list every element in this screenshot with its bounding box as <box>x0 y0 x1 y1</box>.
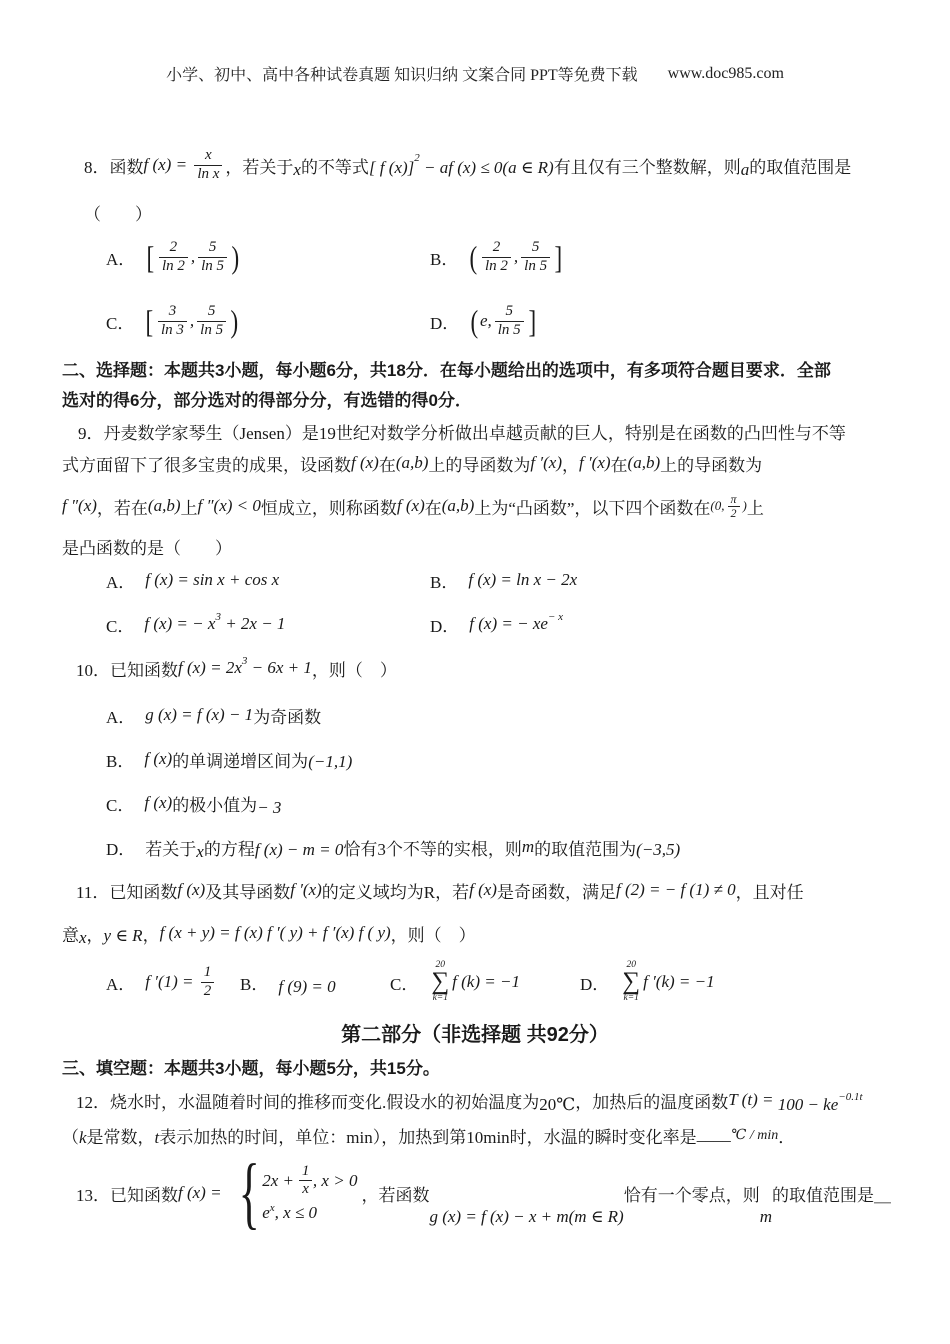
option-label-a: A． <box>106 974 136 994</box>
fraction-denominator: ln 3 <box>158 321 187 339</box>
exponent-x: x <box>269 1202 275 1215</box>
q10-optd-equation: f (x) − m = 0 <box>254 840 344 859</box>
left-bracket: [ <box>146 239 155 275</box>
q8-optd-e: e, <box>479 311 492 330</box>
q10-optc-value: − 3 <box>257 798 282 817</box>
fraction-2-ln2 <box>159 239 188 275</box>
q9-interval-open: (0, <box>710 498 725 513</box>
q11-l1-seg9: f (2) = − f (1) ≠ 0 <box>615 880 736 899</box>
sum-upper-limit: 20 <box>626 959 636 970</box>
q13-piecewise-function <box>230 1149 358 1237</box>
option-label-a: A． <box>106 707 136 727</box>
q13-stem <box>76 1149 891 1237</box>
q11-option-a <box>106 952 217 1012</box>
left-bracket: [ <box>145 303 154 339</box>
q8-text-5: 的取值范围是 <box>749 157 852 177</box>
q10-optd-m: m <box>521 837 535 856</box>
left-paren: ( <box>470 303 479 339</box>
summation-symbol <box>431 961 449 1004</box>
q8-text-1: 函数 <box>109 157 144 177</box>
fraction-numerator: π <box>730 491 737 506</box>
piecewise-case-2 <box>262 1203 357 1223</box>
option-label-d: D． <box>430 616 460 636</box>
option-label-b: B． <box>430 572 459 592</box>
case2-condition: , x ≤ 0 <box>274 1203 318 1223</box>
q10-optc-text: 的极小值为 <box>172 795 258 815</box>
q11-opta-formula: f ′(1) = <box>145 972 198 991</box>
q11-l1-seg4: 的定义域均为 <box>321 882 424 902</box>
section2-title-text: 二、选择题：本题共3小题，每小题6分，共18分．在每小题给出的选项中，有多项符合题目要求．全部 <box>62 361 831 380</box>
sigma-icon: ∑ <box>431 968 450 996</box>
right-paren: ) <box>230 303 239 339</box>
q11-l1-seg6: ，若 <box>435 882 470 902</box>
q11-stem-line2 <box>62 916 476 950</box>
q11-l2-functional-eq: f (x + y) = f (x) f ′( y) + f ′(x) f ( y) <box>159 923 391 942</box>
q9-optd-formula: f (x) = − xe <box>469 614 548 633</box>
q9-l3-seg2: (a,b) <box>147 496 181 515</box>
fraction-denominator: 2 <box>201 982 215 1000</box>
fraction-1-2 <box>201 964 215 1000</box>
q9-l2-seg0: 式方面留下了很多宝贵的成果，设函数 <box>62 455 351 475</box>
q9-stem-line4 <box>62 534 232 559</box>
q8-option-a <box>106 226 241 288</box>
q9-stem-line1 <box>78 419 846 444</box>
q12-l2-seg2: 是常数， <box>86 1127 155 1147</box>
part2-title <box>0 1018 950 1047</box>
q11-option-b <box>240 952 336 1012</box>
option-label-c: C． <box>390 974 419 994</box>
fraction-denominator: ln 5 <box>521 257 550 275</box>
q11-l1-seg10: ，且对任 <box>735 882 804 902</box>
q8-inequality: [ f (x)] <box>368 158 415 177</box>
q12-stem-line2 <box>62 1120 795 1150</box>
q8-text-2: ，若关于 <box>225 157 294 177</box>
q11-l2-seg0: 意 <box>62 925 79 945</box>
q12-period: ． <box>778 1127 796 1147</box>
header-url: www.doc985.com <box>667 64 784 82</box>
q10-stem <box>76 650 397 686</box>
sum-lower-limit: k=1 <box>623 992 639 1003</box>
q10-optd-text-1: 若关于 <box>145 839 197 859</box>
q11-l2-seg3: y ∈ R <box>103 926 143 945</box>
right-bracket: ] <box>528 303 536 339</box>
q8-paren: （ ） <box>84 205 152 224</box>
fraction-numerator: 5 <box>207 303 216 320</box>
q11-number: 11． <box>76 882 110 902</box>
q12-l2-k: k <box>79 1128 87 1147</box>
option-label-a: A． <box>106 572 136 592</box>
q11-option-d <box>580 952 715 1012</box>
q11-stem-line1 <box>76 873 804 907</box>
q11-l1-seg1: f (x) <box>177 880 206 899</box>
q10-text-2: ，则（ ） <box>311 660 397 680</box>
q13-text-1: 已知函数 <box>110 1185 178 1205</box>
q9-l3-seg9: 上为“凸函数”，以下四个函数在 <box>474 498 711 518</box>
q9-option-d <box>430 608 563 640</box>
option-label-c: C． <box>106 313 135 333</box>
q10-optb-fx: f (x) <box>144 749 173 768</box>
q10-number: 10． <box>76 660 110 680</box>
q8-option-c <box>106 290 240 352</box>
q9-l3-seg0: f ″(x) <box>62 496 97 515</box>
separator-comma: , <box>190 247 196 266</box>
option-label-c: C． <box>106 795 135 815</box>
q9-l2-seg8: 在 <box>610 455 628 475</box>
q9-l3-seg4: f ″(x) < 0 <box>197 496 261 515</box>
fraction-denominator: 2 <box>728 506 740 520</box>
option-label-b: B． <box>106 751 135 771</box>
q10-optc-fx: f (x) <box>144 793 173 812</box>
q9-optb-formula: f (x) = ln x − 2x <box>468 570 578 589</box>
q9-l3-seg3: 上 <box>180 498 198 518</box>
q9-l3-seg5: 恒成立，则称函数 <box>260 498 397 518</box>
fraction-denominator: ln 2 <box>482 257 511 275</box>
fraction-numerator: 5 <box>505 303 513 320</box>
fraction-numerator: 2 <box>492 239 501 256</box>
case1-condition: , x > 0 <box>312 1170 358 1190</box>
fraction-denominator: x <box>299 1180 312 1198</box>
sum-upper-limit: 20 <box>435 959 445 970</box>
page-header <box>0 62 950 85</box>
fraction-denominator: ln 5 <box>198 257 227 275</box>
header-promo-text: 小学、初中、高中各种试卷真题 知识归纳 文案合同 PPT等免费下载 <box>166 67 638 84</box>
q12-Tt: T (t) = <box>728 1090 778 1109</box>
fraction-numerator: 5 <box>208 239 217 256</box>
q8-option-b <box>430 226 564 288</box>
q10-optd-text-3: 恰有3个不等的实根，则 <box>343 839 522 859</box>
exponent-negx: − x <box>547 611 563 623</box>
exponent-minus01t: −0.1t <box>838 1091 863 1103</box>
q9-fraction-pi-2 <box>728 493 740 519</box>
q9-l2-seg3: (a,b) <box>395 453 429 472</box>
q12-l2-seg0: （ <box>62 1127 79 1147</box>
piecewise-rows <box>262 1163 357 1224</box>
exponent-3: 3 <box>241 655 248 667</box>
q13-fx: f (x) = <box>178 1183 226 1202</box>
q11-l2-seg1: x <box>79 928 87 947</box>
q8-math-a: a <box>740 160 750 179</box>
q10-opta-text: 为奇函数 <box>253 707 322 727</box>
q10-optd-interval: (−3,5) <box>636 840 681 859</box>
right-paren: ) <box>231 239 240 275</box>
q9-l2-seg2: 在 <box>378 455 396 475</box>
option-label-c: C． <box>106 616 135 636</box>
section3-title-text: 三、填空题：本题共3小题，每小题5分，共15分。 <box>62 1059 440 1078</box>
option-label-b: B． <box>430 249 459 269</box>
q10-option-c <box>106 787 281 819</box>
q8-stem <box>84 138 851 192</box>
q10-option-a <box>106 699 321 731</box>
fraction-2-ln2 <box>482 239 511 275</box>
separator-comma: , <box>513 247 519 266</box>
q11-l2-seg2: ， <box>86 925 104 945</box>
part2-title-text: 第二部分（非选择题 共92分） <box>341 1024 609 1046</box>
q9-l2-seg7: f ′(x) <box>578 453 611 472</box>
fraction-denominator: ln 2 <box>159 257 188 275</box>
fraction-numerator: 3 <box>168 303 177 320</box>
q12-temp-function: 100 − ke <box>777 1095 839 1114</box>
q8-fraction-x-lnx <box>194 147 222 183</box>
q8-text-3: 的不等式 <box>300 157 369 177</box>
q10-optd-text-2: 的方程 <box>203 839 255 859</box>
q12-blank-line: ____ <box>696 1125 731 1144</box>
q10-optb-text: 的单调递增区间为 <box>172 751 309 771</box>
option-label-a: A． <box>106 249 136 269</box>
q9-l4-text: 是凸函数的是（ ） <box>62 539 232 558</box>
q10-optb-interval: (−1,1) <box>308 752 353 771</box>
q9-l2-seg1: f (x) <box>351 453 379 472</box>
fraction-numerator: 5 <box>531 239 540 256</box>
q9-l2-seg6: ， <box>561 455 579 475</box>
q10-option-d <box>106 830 680 864</box>
q9-l2-seg5: f ′(x) <box>530 453 562 472</box>
q9-optc-formula: f (x) = − x <box>144 614 216 633</box>
fraction-5-ln5 <box>495 303 524 339</box>
q12-temp-20c: 20℃ <box>539 1095 576 1114</box>
option-label-d: D． <box>106 839 136 859</box>
piecewise-case-1 <box>262 1163 357 1199</box>
q11-option-c <box>390 952 520 1012</box>
q13-blank: ＿ <box>874 1185 891 1205</box>
fraction-denominator: ln 5 <box>495 321 524 339</box>
sum-lower-limit: k=1 <box>432 992 448 1003</box>
q11-l1-seg2: 及其导函数 <box>205 882 291 902</box>
q12-text-1: 烧水时，水温随着时间的推移而变化.假设水的初始温度为 <box>110 1092 540 1112</box>
q9-text-line1: 丹麦数学家琴生（Jensen）是19世纪对数学分析做出卓越贡献的巨人，特别是在函数的凸凹性与不等 <box>103 424 846 443</box>
q8-number: 8． <box>84 157 110 177</box>
left-paren: ( <box>469 239 478 275</box>
q13-m: m <box>759 1207 772 1226</box>
q8-text-4: 有且仅有三个整数解，则 <box>553 157 741 177</box>
separator-comma: , <box>189 311 195 330</box>
q9-l3-end: 上 <box>746 498 764 518</box>
right-bracket: ] <box>554 239 563 275</box>
option-label-b: B． <box>240 974 269 994</box>
fraction-numerator: x <box>205 147 212 164</box>
q10-formula: f (x) = 2x <box>178 658 242 677</box>
q9-opta-formula: f (x) = sin x + cos x <box>145 570 280 589</box>
q10-optd-x: x <box>196 842 204 861</box>
q11-l1-seg0: 已知函数 <box>109 882 178 902</box>
fraction-1-x <box>299 1163 312 1199</box>
q12-unit: ℃ / min <box>730 1127 779 1143</box>
fraction-5-ln5 <box>521 239 550 275</box>
fraction-numerator: 2 <box>169 239 178 256</box>
q11-optb-formula: f (9) = 0 <box>278 977 336 996</box>
section2-header-line2 <box>62 386 472 411</box>
q9-option-a <box>106 564 279 596</box>
q11-l1-seg7: f (x) <box>469 880 497 899</box>
q10-opta-formula: g (x) = f (x) − 1 <box>145 705 254 724</box>
q9-number: 9． <box>78 424 104 443</box>
q9-l2-seg9: (a,b) <box>627 453 661 472</box>
q8-math-x: x <box>293 160 301 179</box>
q11-l1-seg3: f ′(x) <box>290 880 322 899</box>
q10-optd-text-4: 的取值范围为 <box>534 839 637 859</box>
fraction-denominator: ln x <box>194 165 222 183</box>
q11-optc-formula: f (k) = −1 <box>452 972 520 991</box>
q11-l1-R: R <box>423 883 436 902</box>
q10-text-1: 已知函数 <box>110 660 178 680</box>
q9-l2-seg4: 上的导函数为 <box>428 455 531 475</box>
fraction-5-ln5 <box>198 239 227 275</box>
q9-option-c <box>106 608 285 640</box>
fraction-numerator: 1 <box>301 1162 310 1179</box>
q8-math-fx: f (x) = <box>143 155 192 174</box>
q11-l1-seg8: 是奇函数，满足 <box>496 882 616 902</box>
fraction-denominator: ln 5 <box>197 321 226 339</box>
q12-number: 12． <box>76 1092 110 1112</box>
q13-number: 13． <box>76 1185 110 1205</box>
q13-gx-equation: g (x) = f (x) − x + m(m ∈ R) <box>429 1207 624 1226</box>
q9-l3-seg6: f (x) <box>396 496 425 515</box>
q9-stem-line3 <box>62 486 764 526</box>
q11-l2-seg6: ，则（ ） <box>390 925 476 945</box>
q8-answer-paren <box>84 200 152 225</box>
q8-option-d <box>430 290 537 352</box>
sigma-icon: ∑ <box>622 968 641 996</box>
fraction-5-ln5 <box>197 303 226 339</box>
q9-l2-seg10: 上的导函数为 <box>660 455 763 475</box>
q13-text-2: ，若函数 <box>361 1185 430 1205</box>
q9-option-b <box>430 564 577 596</box>
section3-header <box>62 1054 440 1079</box>
section2-header-line1 <box>62 356 831 381</box>
option-label-d: D． <box>580 974 610 994</box>
q13-text-3: 恰有一个零点，则 <box>623 1185 760 1205</box>
fraction-3-ln3 <box>158 303 187 339</box>
exponent-3: 3 <box>215 611 221 623</box>
fraction-numerator: 1 <box>203 964 212 981</box>
q12-text-2: ，加热后的温度函数 <box>575 1092 729 1112</box>
q9-stem-line2 <box>62 448 762 478</box>
q12-stem-line1 <box>76 1084 863 1116</box>
left-brace: { <box>238 1149 260 1237</box>
q8-inequality-rest: − af (x) ≤ 0(a ∈ R) <box>419 158 554 177</box>
case2-expr: e <box>262 1203 270 1223</box>
q13-text-4: 的取值范围是 <box>772 1185 874 1205</box>
section2-title-text-2: 选对的得6分，部分选对的得部分分，有选错的得0分． <box>62 391 472 410</box>
q11-optd-formula: f ′(k) = −1 <box>643 972 715 991</box>
case1-expr: 2x + <box>262 1170 299 1190</box>
q12-l2-t: t <box>154 1128 160 1147</box>
q12-l2-seg4: 表示加热的时间，单位：min），加热到第10min时，水温的瞬时变化率是 <box>159 1127 697 1147</box>
q9-l3-seg1: ，若在 <box>96 498 148 518</box>
q10-formula-rest: − 6x + 1 <box>247 658 312 677</box>
q9-interval-close: ) <box>742 498 747 513</box>
q9-l3-seg8: (a,b) <box>441 496 475 515</box>
q11-l2-seg4: ， <box>142 925 160 945</box>
q8-exponent-2: 2 <box>414 152 420 164</box>
q9-optc-formula-rest: + 2x − 1 <box>220 614 286 633</box>
q10-option-b <box>106 742 352 776</box>
option-label-d: D． <box>430 313 460 333</box>
summation-symbol <box>622 961 640 1004</box>
q9-l3-seg7: 在 <box>424 498 442 518</box>
